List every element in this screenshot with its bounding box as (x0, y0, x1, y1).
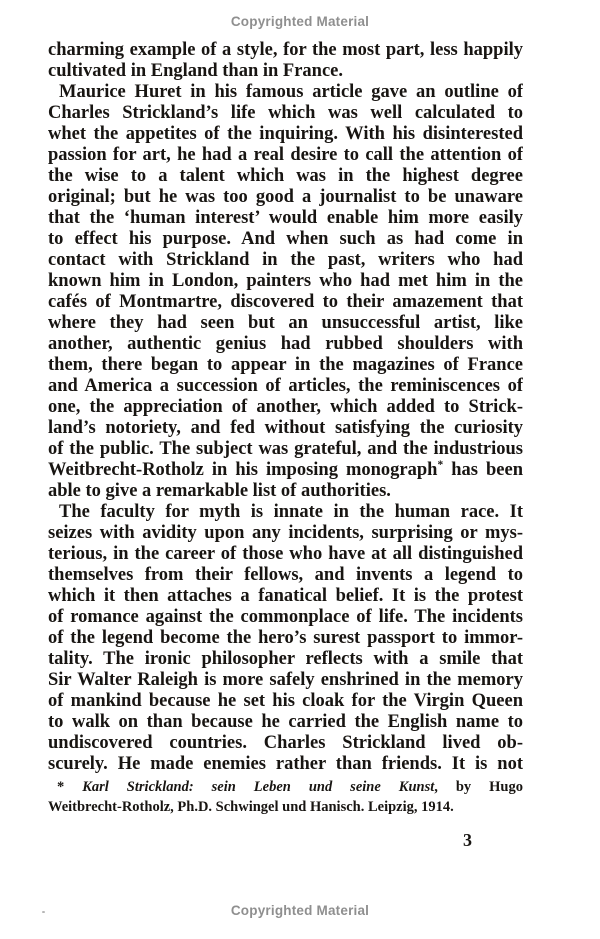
footnote-line: * Karl Strickland: sein Leben und seine Kunst, by Hugo (57, 779, 523, 795)
text-line: Maurice Huret in his famous article gave an outline of (59, 82, 523, 102)
text-line: scurely. He made enemies rather than friends. It is not (48, 754, 523, 774)
text-line: Charles Strickland’s life which was well calculated to (48, 103, 523, 123)
text-line: where they had seen but an unsuccessful artist, like (48, 313, 523, 333)
text-line: of the legend become the hero’s surest passport to immor- (48, 628, 523, 648)
text-line: Weitbrecht-Rotholz in his imposing monograph* has been (48, 460, 523, 480)
text-line: able to give a remarkable list of authorities. (48, 481, 391, 501)
footnote (48, 777, 523, 817)
text-line: themselves from their fellows, and invents a legend to (48, 565, 523, 585)
text-line: contact with Strickland in the past, writers who had (48, 250, 523, 270)
text-line: whet the appetites of the inquiring. With his disinterested (48, 124, 523, 144)
text-line: cultivated in England than in France. (48, 61, 344, 81)
text-line: which it then attaches a fanatical belief. It is the protest (48, 586, 523, 606)
body-text (48, 40, 523, 775)
text-line: one, the appreciation of another, which added to Strick- (48, 397, 523, 417)
text-line: cafés of Montmartre, discovered to their amazement that (48, 292, 523, 312)
text-line: undiscovered countries. Charles Strickland lived ob- (48, 733, 523, 753)
text-line: them, there began to appear in the magazines of France (48, 355, 523, 375)
copyright-watermark-bottom: Copyrighted Material (230, 903, 370, 918)
text-line: that the ‘human interest’ would enable him more easily (48, 208, 523, 228)
footnote-line: Weitbrecht-Rotholz, Ph.D. Schwingel und Hanisch. Leipzig, 1914. (48, 799, 454, 815)
text-line: to effect his purpose. And when such as had come in (48, 229, 523, 249)
text-line: tality. The ironic philosopher reflects with a smile that (48, 649, 523, 669)
text-line: Sir Walter Raleigh is more safely enshrined in the memory (48, 670, 523, 690)
text-line: seizes with avidity upon any incidents, surprising or mys- (48, 523, 523, 543)
text-line: to walk on than because he carried the English name to (48, 712, 523, 732)
text-line: The faculty for myth is innate in the human race. It (59, 502, 523, 522)
text-line: of the public. The subject was grateful, and the industrious (48, 439, 523, 459)
text-line: passion for art, he had a real desire to call the attention of (48, 145, 523, 165)
text-line: of mankind because he set his cloak for the Virgin Queen (48, 691, 523, 711)
text-line: charming example of a style, for the most part, less happily (48, 40, 523, 60)
text-line: and America a succession of articles, the reminiscences of (48, 376, 523, 396)
text-line: land’s notoriety, and fed without satisfying the curiosity (48, 418, 523, 438)
text-line: the wise to a talent which was in the highest degree (48, 166, 523, 186)
text-line: another, authentic genius had rubbed shoulders with (48, 334, 523, 354)
text-line: original; but he was too good a journalist to be unaware (48, 187, 523, 207)
text-line: known him in London, painters who had met him in the (48, 271, 523, 291)
copyright-watermark-top: Copyrighted Material (230, 14, 370, 29)
text-line: terious, in the career of those who have at all distinguished (48, 544, 523, 564)
page-number: 3 (463, 830, 472, 850)
text-line: of romance against the commonplace of life. The incidents (48, 607, 523, 627)
